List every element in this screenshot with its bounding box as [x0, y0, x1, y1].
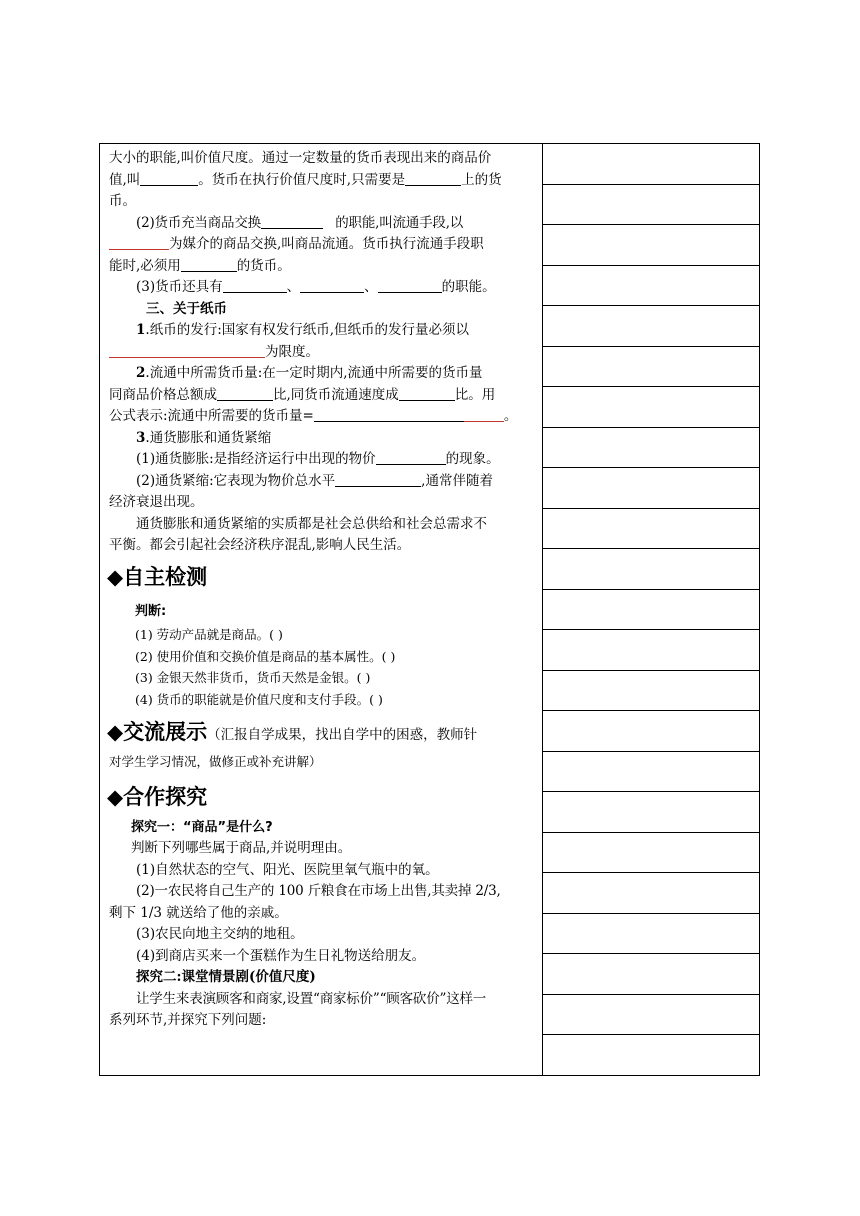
fill-blank[interactable] [335, 472, 421, 487]
notes-cell[interactable] [543, 671, 759, 712]
judge-label: 判断: [135, 603, 167, 619]
fill-blank[interactable] [181, 257, 237, 272]
paragraph: 能时,必须用 的货币。 [109, 257, 291, 274]
paragraph: (1)通货膨胀:是指经济运行中出现的物价 的现象。 [136, 451, 500, 467]
notes-column [543, 144, 759, 1075]
paragraph: 同商品价格总额成 比,同货币流通速度成 比。用 [109, 386, 496, 403]
notes-cell[interactable] [543, 630, 759, 671]
notes-cell[interactable] [543, 428, 759, 469]
fill-blank[interactable] [314, 407, 464, 422]
paragraph: (3)货币还具有 、 、 的职能。 [136, 279, 496, 295]
notes-cell[interactable] [543, 509, 759, 550]
fill-blank[interactable] [217, 386, 273, 401]
notes-cell[interactable] [543, 954, 759, 995]
judge-item: (3) 金银天然非货币，货币天然是金银。( ) [135, 670, 371, 685]
judge-item: (4) 货币的职能就是价值尺度和支付手段。( ) [135, 691, 383, 707]
judge-item: (2) 使用价值和交换价值是商品的基本属性。( ) [135, 648, 396, 664]
paragraph: 公式表示:流通中所需要的货币量= 。 [109, 408, 518, 424]
paragraph: 判断下列哪些属于商品,并说明理由。 [131, 840, 352, 856]
fill-blank[interactable] [405, 171, 461, 186]
paragraph: 通货膨胀和通货紧缩的实质都是社会总供给和社会总需求不 [136, 515, 487, 532]
paragraph: 3.通货膨胀和通货紧缩 [136, 429, 272, 446]
notes-cell[interactable] [543, 752, 759, 793]
notes-cell[interactable] [543, 711, 759, 752]
notes-cell[interactable] [543, 185, 759, 226]
notes-cell[interactable] [543, 144, 759, 185]
paragraph: 2.流通中所需货币量:在一定时期内,流通中所需要的货币量 [136, 365, 483, 381]
notes-cell[interactable] [543, 590, 759, 631]
paragraph: 让学生来表演顾客和商家,设置“商家标价”“顾客砍价”这样一 [136, 990, 487, 1007]
paragraph: (2)通货紧缩:它表现为物价总水平 ,通常伴随着 [136, 472, 493, 489]
paragraph: 经济衰退出现。 [109, 494, 204, 510]
paragraph: 为媒介的商品交换,叫商品流通。货币执行流通手段职 [109, 234, 535, 256]
notes-cell[interactable] [543, 1035, 759, 1075]
paragraph: 大小的职能,叫价值尺度。通过一定数量的货币表现出来的商品价 [109, 150, 492, 166]
notes-cell[interactable] [543, 792, 759, 833]
judge-item: (1) 劳动产品就是商品。( ) [135, 627, 283, 642]
notes-cell[interactable] [543, 387, 759, 428]
notes-cell[interactable] [543, 225, 759, 266]
paragraph: 对学生学习情况，做修正或补充讲解） [109, 754, 322, 769]
fill-blank[interactable] [300, 278, 364, 293]
paragraph: (2)一农民将自己生产的 100 斤粮食在市场上出售,其卖掉 2/3, [136, 883, 501, 899]
paragraph: (4)到商店买来一个蛋糕作为生日礼物送给朋友。 [136, 947, 426, 964]
paragraph: 系列环节,并探究下列问题: [109, 1012, 267, 1028]
notes-cell[interactable] [543, 468, 759, 509]
fill-blank[interactable] [376, 450, 446, 465]
paragraph: 值,叫 。货币在执行价值尺度时,只需要是 上的货 [109, 171, 502, 188]
fill-blank[interactable] [223, 278, 287, 293]
fill-blank[interactable] [261, 214, 323, 229]
notes-cell[interactable] [543, 347, 759, 388]
notes-cell[interactable] [543, 873, 759, 914]
self-check-heading: ◆自主检测 [107, 564, 208, 589]
worksheet-table [99, 143, 760, 1076]
cooperate-heading: ◆合作探究 [107, 784, 208, 809]
fill-blank[interactable] [109, 235, 169, 250]
paragraph: (3)农民向地主交纳的地租。 [136, 926, 304, 942]
fill-blank[interactable] [109, 343, 265, 358]
paragraph: (1)自然状态的空气、阳光、医院里氧气瓶中的氧。 [136, 861, 439, 878]
notes-cell[interactable] [543, 549, 759, 590]
notes-cell[interactable] [543, 833, 759, 874]
explore-title: 探究二:课堂情景剧(价值尺度) [136, 969, 316, 985]
notes-cell[interactable] [543, 306, 759, 347]
paragraph: (2)货币充当商品交换 的职能,叫流通手段,以 [136, 214, 464, 231]
fill-blank[interactable] [399, 386, 455, 401]
exchange-heading: ◆交流展示（汇报自学成果，找出自学中的困惑，教师针 [107, 720, 478, 744]
content-column [100, 144, 543, 1075]
section-heading: 三、关于纸币 [146, 300, 227, 317]
paragraph: 币。 [109, 193, 136, 209]
notes-cell[interactable] [543, 266, 759, 307]
paragraph: 1.纸币的发行:国家有权发行纸币,但纸币的发行量必须以 [136, 322, 470, 338]
paragraph: 平衡。都会引起社会经济秩序混乱,影响人民生活。 [109, 537, 411, 553]
notes-cell[interactable] [543, 995, 759, 1036]
fill-blank[interactable] [378, 278, 442, 293]
notes-cell[interactable] [543, 914, 759, 955]
paragraph: 为限度。 [109, 342, 535, 364]
explore-title: 探究一：“商品”是什么? [131, 819, 273, 835]
paragraph: 剩下 1/3 就送给了他的亲戚。 [109, 904, 288, 921]
fill-blank[interactable] [464, 407, 504, 422]
fill-blank[interactable] [140, 171, 198, 186]
